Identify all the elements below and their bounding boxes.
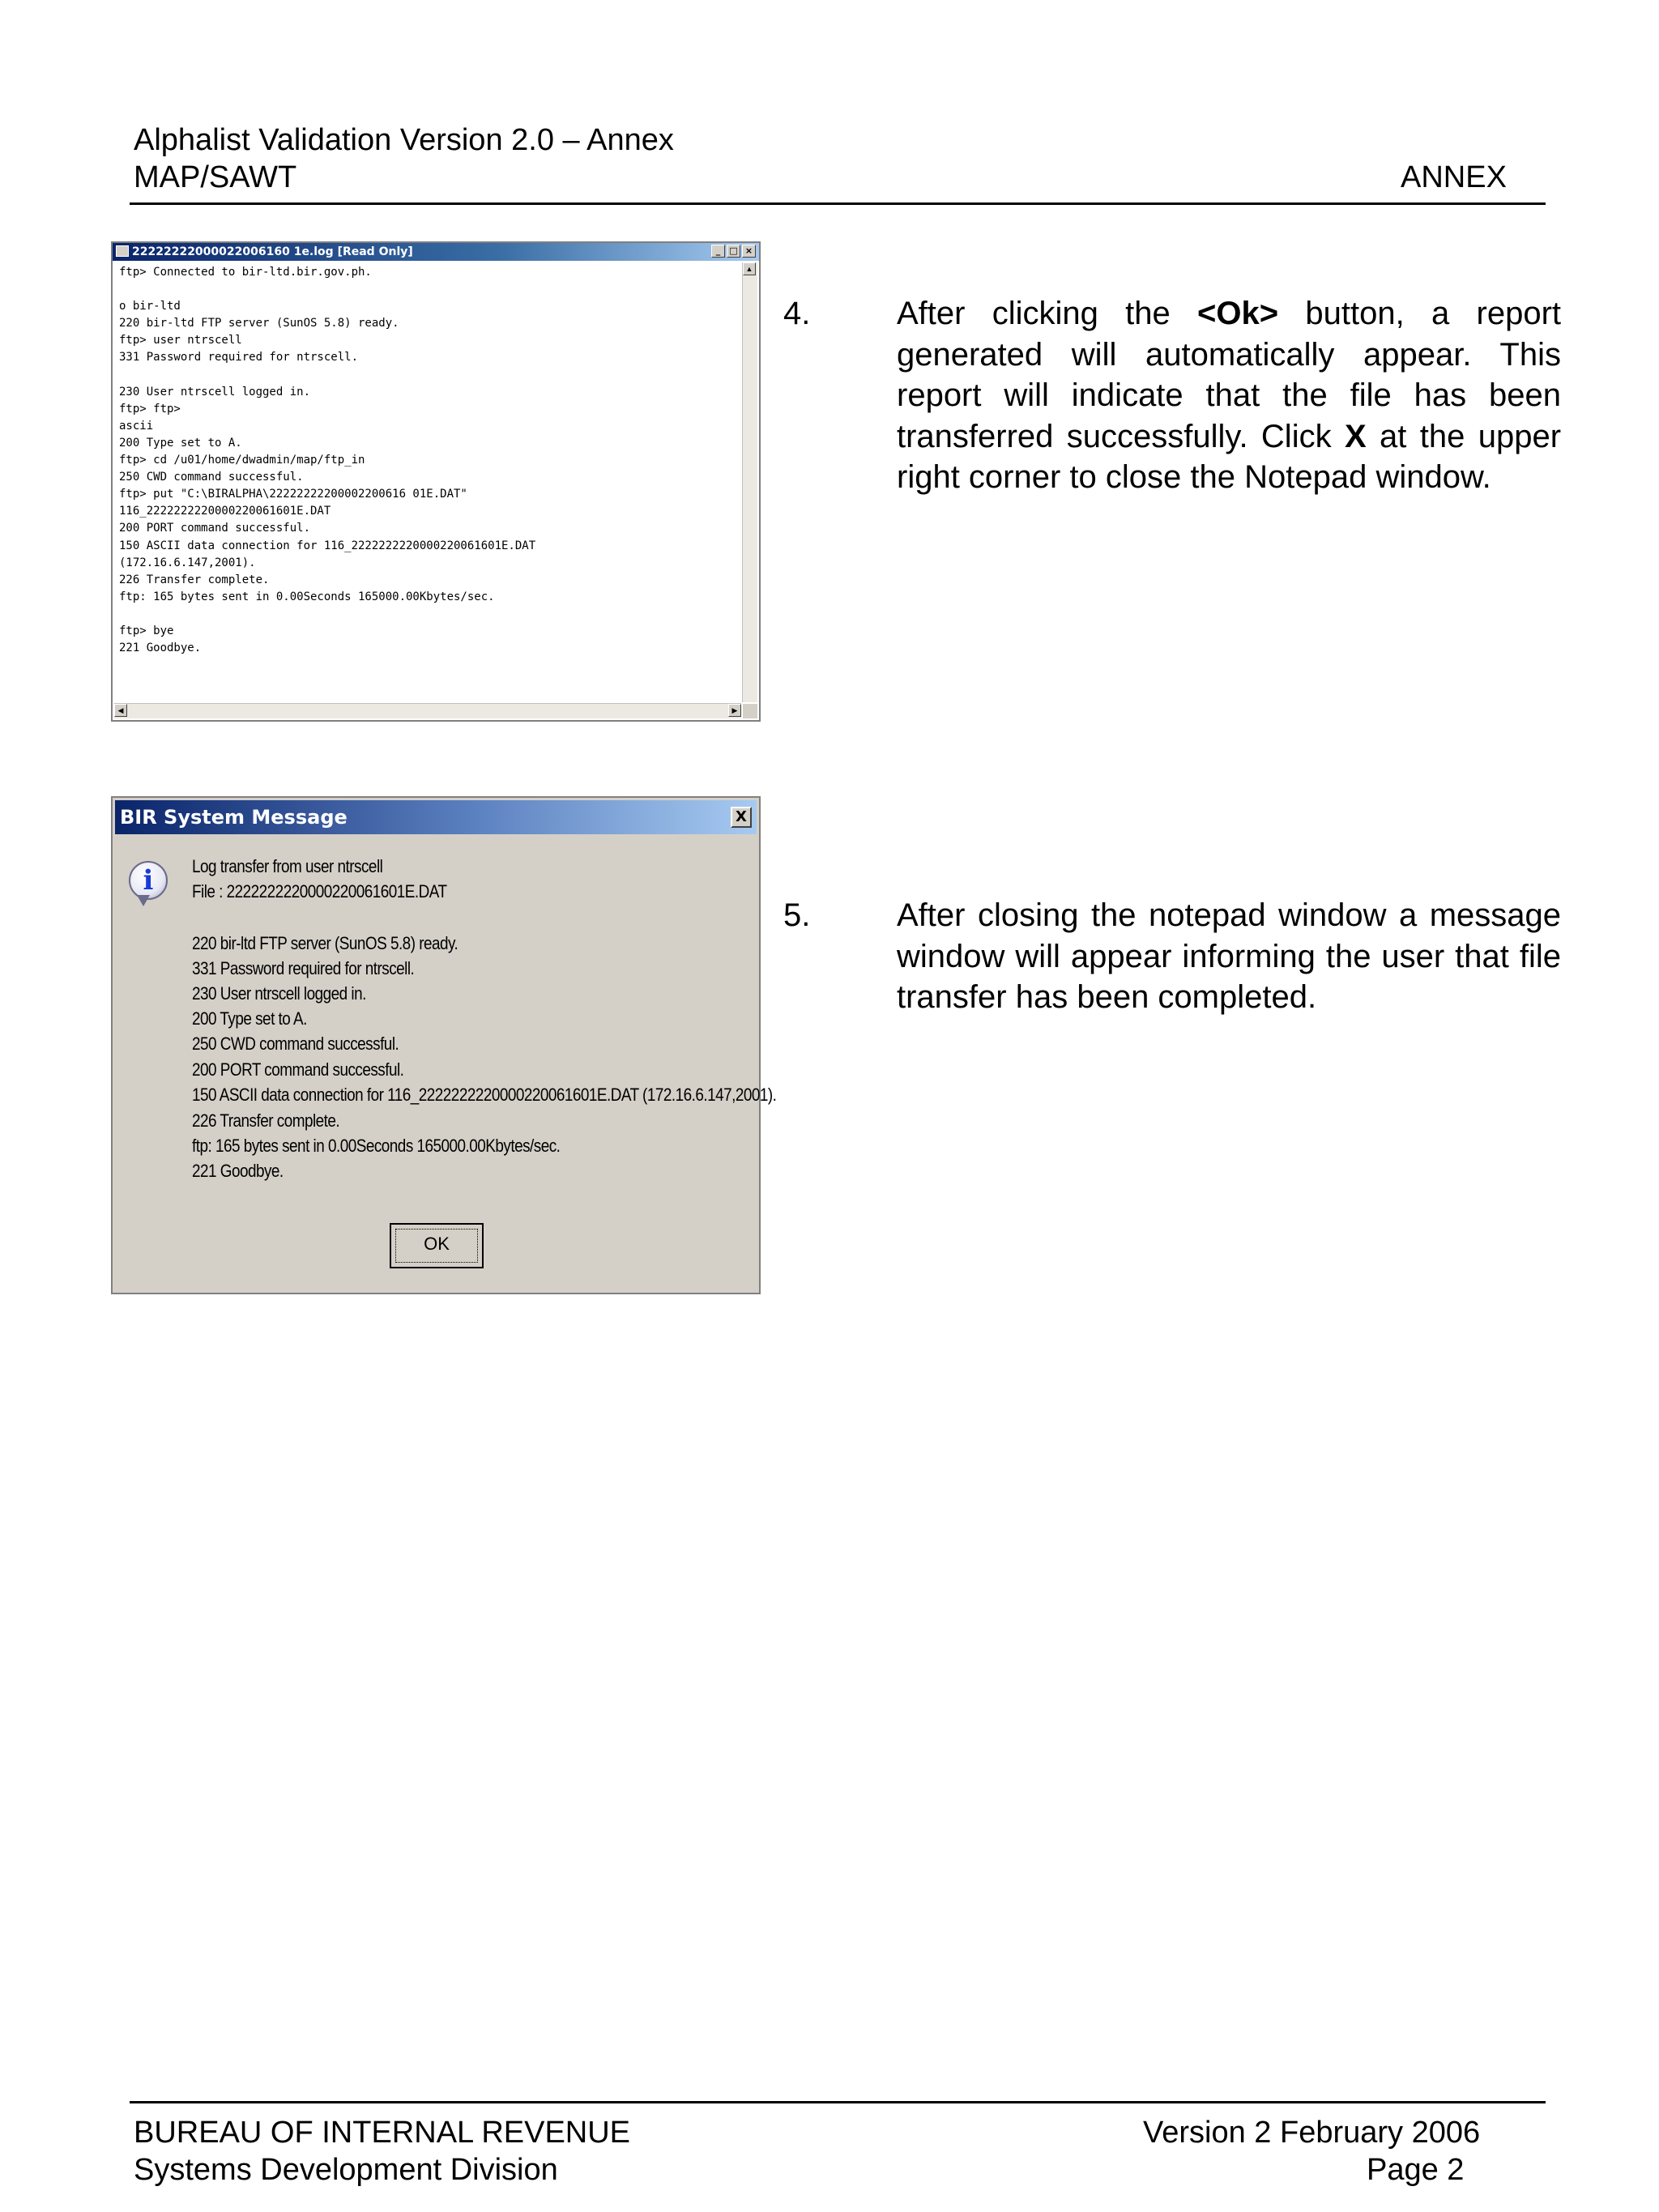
minimize-icon[interactable]: _	[711, 245, 725, 258]
notepad-line: ftp> Connected to bir-ltd.bir.gov.ph.	[119, 266, 372, 279]
scroll-left-icon[interactable]: ◀	[114, 704, 127, 717]
notepad-line: 250 CWD command successful.	[119, 471, 304, 484]
notepad-line: (172.16.6.147,2001).	[119, 556, 256, 569]
notepad-window	[111, 241, 761, 722]
maximize-icon[interactable]: □	[727, 245, 740, 258]
header-subtitle: MAP/SAWT	[134, 160, 297, 194]
step-4-text	[897, 293, 1561, 498]
step-4-number: 4.	[783, 296, 811, 331]
notepad-app-icon	[116, 245, 129, 257]
header-annex-label: ANNEX	[1401, 160, 1507, 194]
footer-page: Page 2	[1367, 2153, 1465, 2187]
notepad-line: ftp> put "C:\BIRALPHA\22222222200002200616 01E.DAT"	[119, 488, 467, 501]
notepad-line: 230 User ntrscell logged in.	[119, 385, 311, 399]
notepad-line: 220 bir-ltd FTP server (SunOS 5.8) ready.	[119, 317, 399, 330]
message-line: 250 CWD command successful.	[192, 1034, 399, 1054]
scroll-right-icon[interactable]: ▶	[728, 704, 741, 717]
step-4-ok-label: <Ok>	[1197, 296, 1279, 331]
info-icon-tail	[137, 895, 150, 906]
ok-button[interactable]: OK	[390, 1223, 484, 1268]
notepad-line: 200 Type set to A.	[119, 436, 242, 450]
step-4-x-label: X	[1344, 418, 1367, 454]
scroll-up-icon[interactable]: ▲	[743, 262, 756, 275]
message-box-title-bar	[115, 800, 757, 834]
message-line: ftp: 165 bytes sent in 0.00Seconds 165000.00Kbytes/sec.	[192, 1136, 561, 1156]
notepad-title: 22222222000022006160 1e.log [Read Only]	[132, 245, 413, 258]
step-4-text-b: button, a report generated will automatically appear. This report will indicate that the file has been transferred successfully. Click	[897, 296, 1561, 454]
close-icon[interactable]: X	[731, 807, 752, 828]
message-line: 150 ASCII data connection for 116_2222222220000220061601E.DAT (172.16.6.147,2001).	[192, 1085, 777, 1105]
step-4-text-a: After clicking the	[897, 296, 1198, 331]
notepad-vertical-scrollbar[interactable]	[742, 262, 757, 702]
notepad-horizontal-scrollbar[interactable]	[114, 703, 741, 718]
close-icon[interactable]: ×	[742, 245, 756, 258]
message-line: 220 bir-ltd FTP server (SunOS 5.8) ready.	[192, 933, 458, 953]
step-5-number: 5.	[783, 897, 811, 933]
footer-rule	[130, 2101, 1546, 2103]
notepad-line: 150 ASCII data connection for 116_2222222220000220061601E.DAT	[119, 539, 536, 552]
notepad-line: 221 Goodbye.	[119, 641, 202, 655]
header-rule	[130, 202, 1546, 205]
footer-org: BUREAU OF INTERNAL REVENUE	[134, 2116, 631, 2150]
message-line: 230 User ntrscell logged in.	[192, 983, 366, 1004]
notepad-line: o bir-ltd	[119, 300, 181, 313]
bir-message-box	[111, 796, 777, 1294]
notepad-line: 200 PORT command successful.	[119, 522, 311, 535]
footer-version: Version 2 February 2006	[1143, 2116, 1481, 2150]
notepad-line	[119, 367, 740, 384]
message-line: 200 Type set to A.	[192, 1008, 307, 1029]
message-line: Log transfer from user ntrscell	[192, 856, 383, 876]
message-line: 331 Password required for ntrscell.	[192, 958, 415, 978]
notepad-line: ascii	[119, 419, 154, 433]
notepad-text-area[interactable]	[119, 264, 740, 702]
notepad-line: ftp> cd /u01/home/dwadmin/map/ftp_in	[119, 454, 365, 467]
message-box-title: BIR System Message	[120, 806, 348, 829]
info-icon: i	[129, 861, 168, 900]
notepad-line: ftp> user ntrscell	[119, 334, 242, 347]
notepad-line: ftp: 165 bytes sent in 0.00Seconds 165000.00Kbytes/sec.	[119, 590, 495, 603]
notepad-window-controls	[711, 245, 756, 258]
notepad-line	[119, 281, 740, 298]
header-title: Alphalist Validation Version 2.0 – Annex	[134, 123, 674, 157]
resize-grip-icon[interactable]	[743, 704, 757, 718]
step-5-text: After closing the notepad window a message window will appear informing the user that file transfer has been completed.	[897, 897, 1561, 1015]
notepad-line	[119, 606, 740, 623]
message-line: 226 Transfer complete.	[192, 1110, 340, 1131]
notepad-line: 331 Password required for ntrscell.	[119, 351, 359, 364]
notepad-line: ftp> ftp>	[119, 402, 181, 416]
footer-division: Systems Development Division	[134, 2153, 558, 2187]
notepad-title-bar	[113, 243, 759, 261]
message-line: 221 Goodbye.	[192, 1161, 284, 1181]
step-4-text-c: at the upper right corner to close the Notepad window.	[897, 418, 1562, 495]
message-line: 200 PORT command successful.	[192, 1059, 404, 1080]
message-line: File : 2222222220000220061601E.DAT	[192, 881, 447, 901]
notepad-line: ftp> bye	[119, 624, 174, 637]
notepad-line: 226 Transfer complete.	[119, 573, 270, 586]
notepad-line: 116_2222222220000220061601E.DAT	[119, 505, 331, 518]
